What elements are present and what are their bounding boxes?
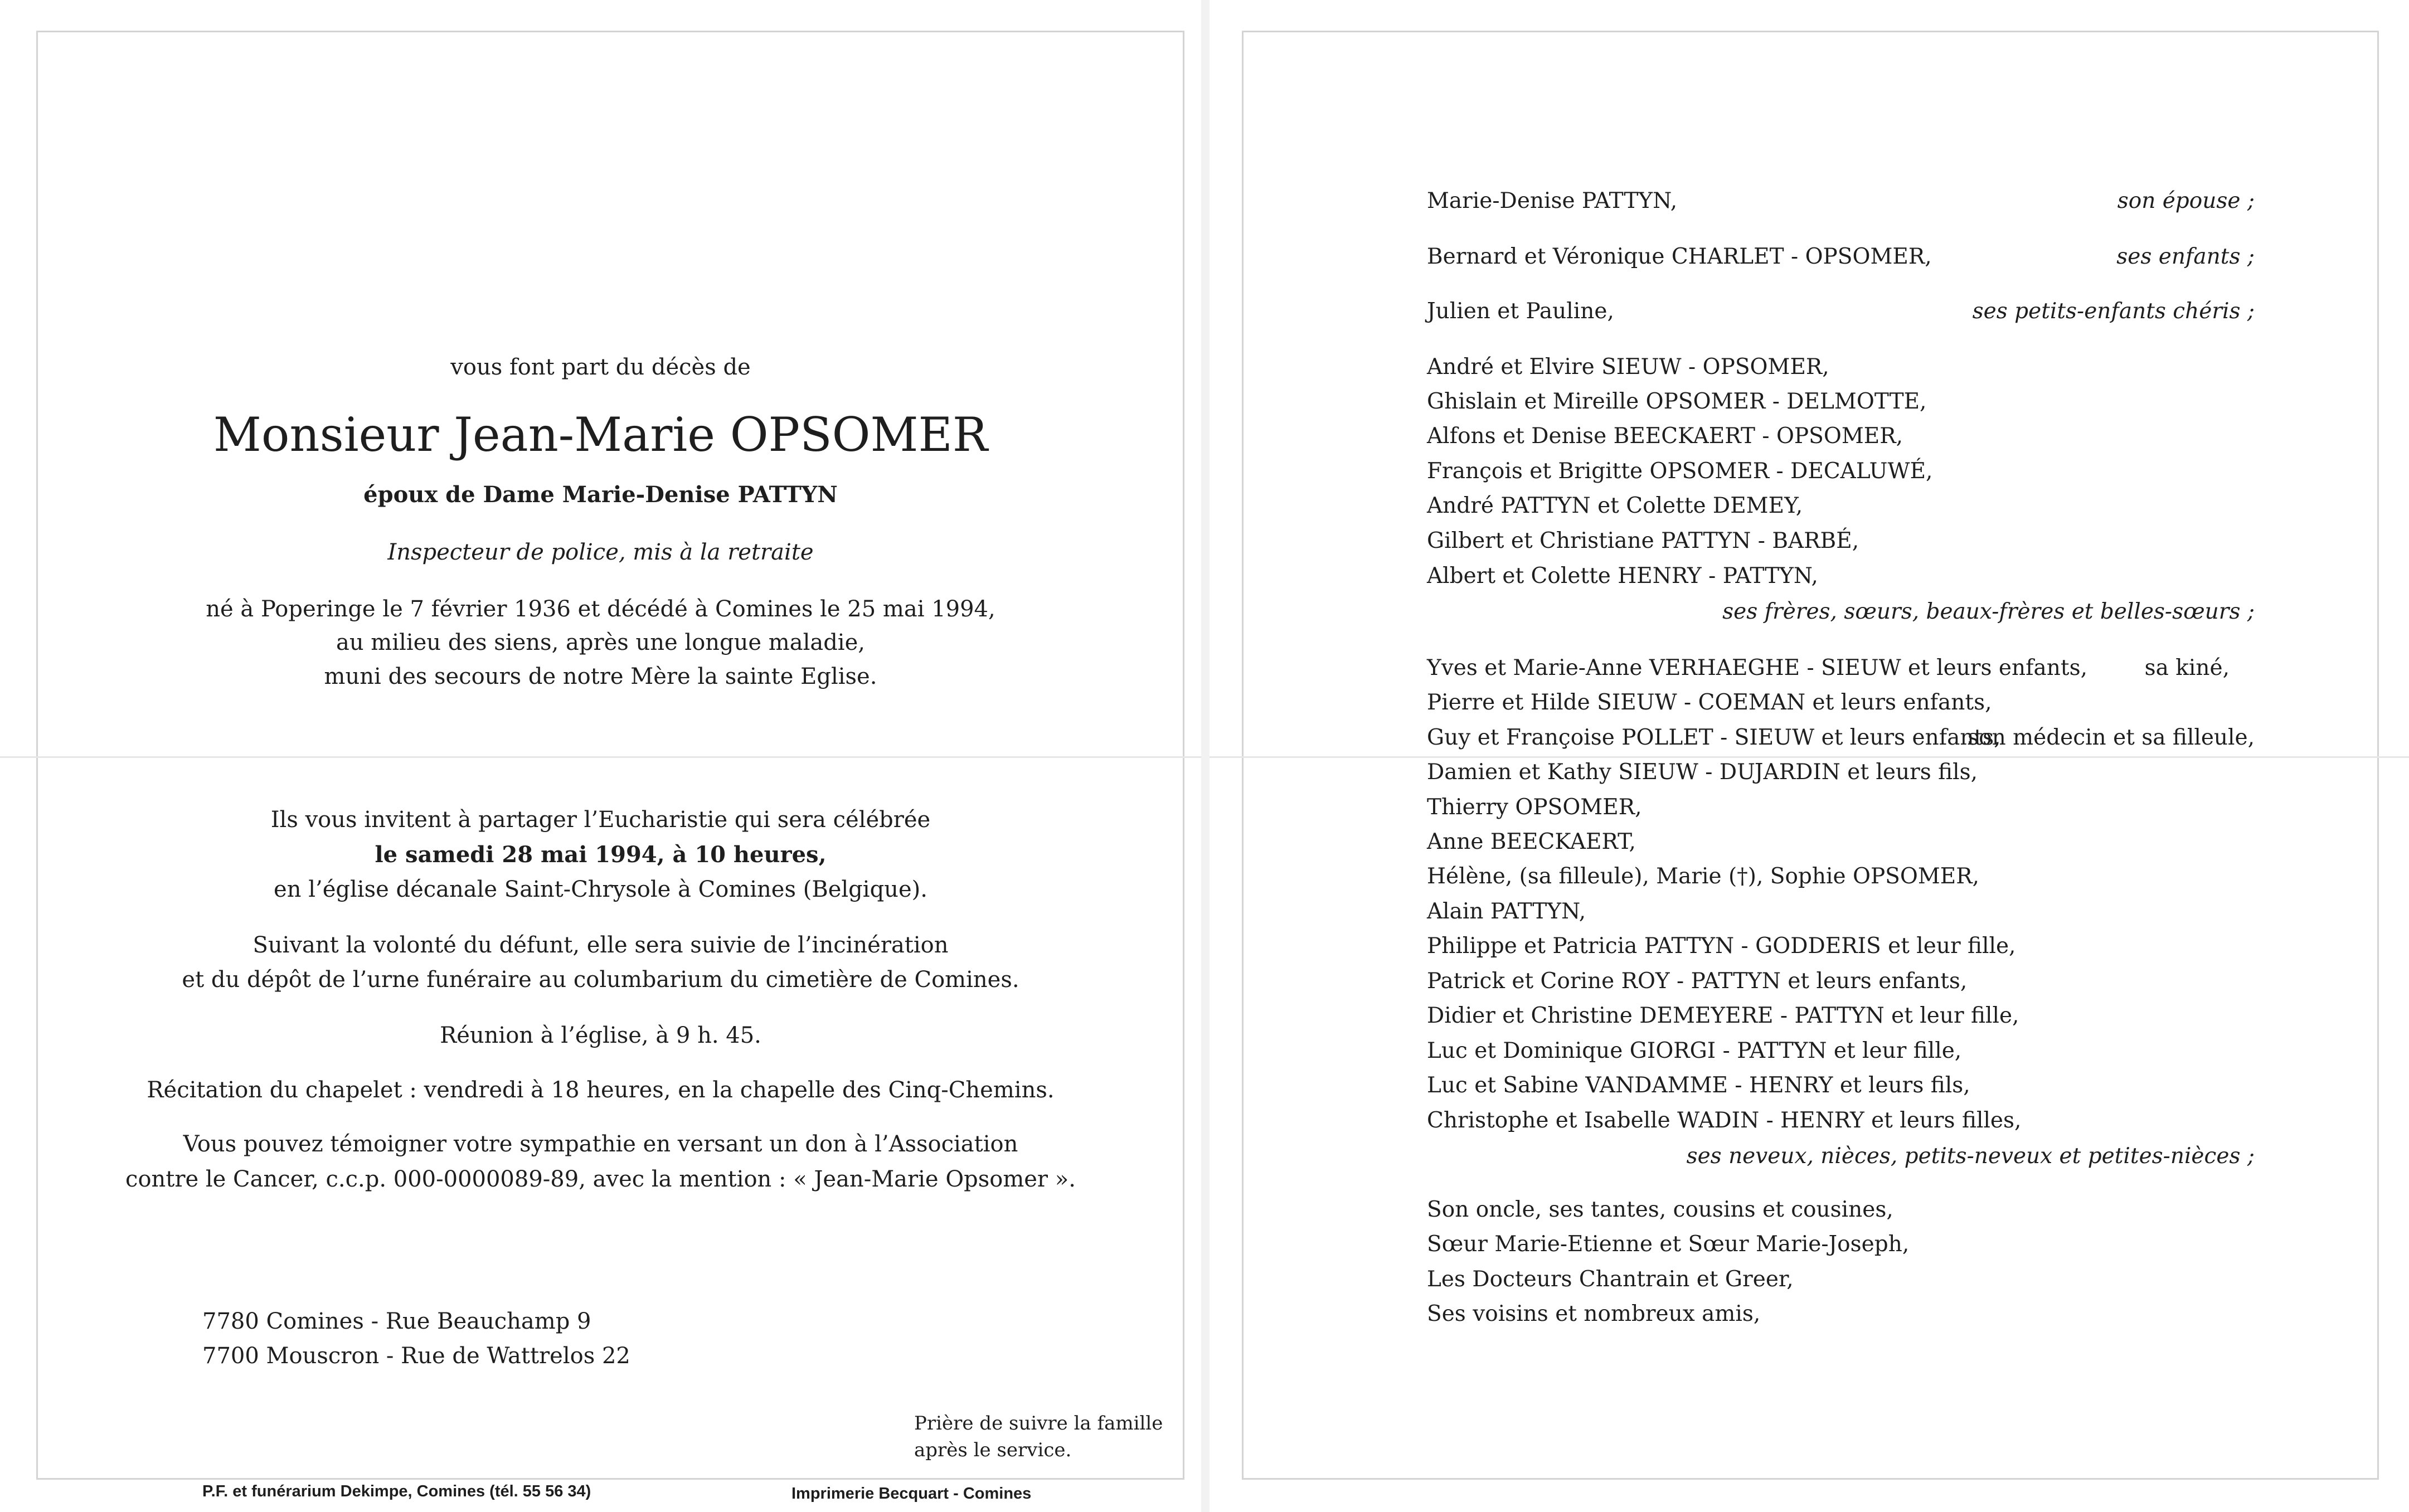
invitation-line: Ils vous invitent à partager l’Eucharistie qui sera célébrée [270,807,931,833]
family-member-name: Albert et Colette HENRY - PATTYN, [1427,563,1818,589]
family-row [1210,1034,2409,1068]
family-row [1210,651,2409,685]
cremation-line-2: et du dépôt de l’urne funéraire au columbarium du cimetière de Comines. [182,967,1019,993]
service-date: le samedi 28 mai 1994, à 10 heures, [375,842,827,868]
family-row [1210,184,2409,218]
family-row [1210,1227,2409,1262]
family-member-name: Marie-Denise PATTYN, [1427,188,1678,213]
family-row [1210,1103,2409,1138]
family-row [1210,999,2409,1033]
family-member-name: Pierre et Hilde SIEUW - COEMAN et leurs enfants, [1427,690,1992,715]
family-member-name: Damien et Kathy SIEUW - DUJARDIN et leurs fils, [1427,760,1978,785]
donation-line-2: contre le Cancer, c.c.p. 000-0000089-89, avec la mention : « Jean-Marie Opsomer ». [125,1166,1076,1192]
family-row [1210,894,2409,929]
left-fold-line [0,756,1201,758]
family-relation: ses petits-enfants chéris ; [1972,299,2255,324]
family-member-name: Les Docteurs Chantrain et Greer, [1427,1267,1794,1292]
family-member-name: Alain PATTYN, [1427,899,1586,924]
family-member-name: Son oncle, ses tantes, cousins et cousines, [1427,1197,1893,1222]
family-row [1210,964,2409,999]
family-row [1210,721,2409,755]
family-member-name: André et Elvire SIEUW - OPSOMER, [1427,354,1829,380]
family-member-name: Bernard et Véronique CHARLET - OPSOMER, [1427,244,1932,269]
family-row [1210,755,2409,790]
family-member-name: Christophe et Isabelle WADIN - HENRY et leurs filles, [1427,1108,2022,1133]
left-page [0,0,1201,1512]
address-comines: 7780 Comines - Rue Beauchamp 9 [202,1309,591,1334]
deceased-name: Monsieur Jean-Marie OPSOMER [213,407,988,462]
spouse-line: époux de Dame Marie-Denise PATTYN [363,482,838,508]
family-row [1210,240,2409,274]
right-page [1210,0,2409,1512]
birth-death-line-2: au milieu des siens, après une longue maladie, [336,630,865,655]
family-member-name: Sœur Marie-Etienne et Sœur Marie-Joseph, [1427,1232,1910,1257]
family-row [1210,419,2409,454]
family-member-name: Didier et Christine DEMEYERE - PATTYN et leur fille, [1427,1003,2019,1028]
family-row [1210,790,2409,825]
family-member-name: Patrick et Corine ROY - PATTYN et leurs enfants, [1427,969,1968,994]
family-row [1210,1262,2409,1297]
address-mouscron: 7700 Mouscron - Rue de Wattrelos 22 [202,1343,630,1369]
family-member-name: François et Brigitte OPSOMER - DECALUWÉ, [1427,459,1933,484]
family-row [1210,825,2409,859]
meeting-line: Réunion à l’église, à 9 h. 45. [440,1023,761,1048]
family-row [1210,595,2409,629]
family-relation: son médecin et sa filleule, [1968,725,2255,750]
family-row [1210,685,2409,720]
family-relation: ses frères, sœurs, beaux-frères et belles-sœurs ; [1722,599,2255,624]
family-member-name: Alfons et Denise BEECKAERT - OPSOMER, [1427,424,1903,449]
family-member-name: Luc et Sabine VANDAMME - HENRY et leurs fils, [1427,1073,1970,1098]
request-line-1: Prière de suivre la famille [914,1412,1163,1435]
left-page-border [36,31,1184,1480]
family-row [1210,559,2409,594]
family-member-name: Philippe et Patricia PATTYN - GODDERIS et leur fille, [1427,934,2016,959]
family-member-name: Gilbert et Christiane PATTYN - BARBÉ, [1427,528,1859,553]
family-row [1210,524,2409,558]
family-member-name: Ses voisins et nombreux amis, [1427,1301,1761,1326]
family-member-name: André PATTYN et Colette DEMEY, [1427,493,1803,518]
family-row [1210,1193,2409,1227]
service-place: en l’église décanale Saint-Chrysole à Comines (Belgique). [274,877,927,902]
family-member-name: Luc et Dominique GIORGI - PATTYN et leur fille, [1427,1038,1962,1063]
family-row [1210,1297,2409,1331]
family-member-name: Guy et Françoise POLLET - SIEUW et leurs enfants, [1427,725,2001,750]
family-member-name: Yves et Marie-Anne VERHAEGHE - SIEUW et leurs enfants, [1427,655,2088,680]
family-relation: ses enfants ; [2116,244,2255,269]
cremation-line-1: Suivant la volonté du défunt, elle sera suivie de l’incinération [252,932,949,958]
intro-text: vous font part du décès de [450,354,751,380]
family-relation: ses neveux, nièces, petits-neveux et petites-nièces ; [1686,1144,2255,1169]
family-row [1210,489,2409,523]
birth-death-line-1: né à Poperinge le 7 février 1936 et décédé à Comines le 25 mai 1994, [206,596,995,622]
family-member-name: Julien et Pauline, [1427,299,1614,324]
family-row [1210,385,2409,419]
rosary-line: Récitation du chapelet : vendredi à 18 heures, en la chapelle des Cinq-Chemins. [147,1077,1055,1103]
family-member-name: Thierry OPSOMER, [1427,795,1642,820]
page-gutter [1201,0,1210,1512]
family-member-name: Anne BEECKAERT, [1427,829,1636,854]
family-row [1210,1068,2409,1103]
footer-printer: Imprimerie Becquart - Comines [791,1485,1032,1503]
request-line-2: après le service. [914,1439,1072,1461]
family-row [1210,454,2409,489]
birth-death-line-3: muni des secours de notre Mère la sainte Eglise. [324,664,877,689]
family-relation: son épouse ; [2117,188,2255,213]
footer-funeral-home: P.F. et funérarium Dekimpe, Comines (tél. 55 56 34) [202,1482,591,1500]
family-row [1210,1139,2409,1174]
family-row [1210,350,2409,385]
family-relation: sa kiné, [2144,655,2230,680]
family-row [1210,929,2409,964]
family-row [1210,294,2409,329]
profession-line: Inspecteur de police, mis à la retraite [387,539,814,565]
family-row [1210,859,2409,894]
family-member-name: Hélène, (sa filleule), Marie (†), Sophie OPSOMER, [1427,864,1980,889]
donation-line-1: Vous pouvez témoigner votre sympathie en versant un don à l’Association [183,1131,1018,1157]
family-member-name: Ghislain et Mireille OPSOMER - DELMOTTE, [1427,389,1927,414]
